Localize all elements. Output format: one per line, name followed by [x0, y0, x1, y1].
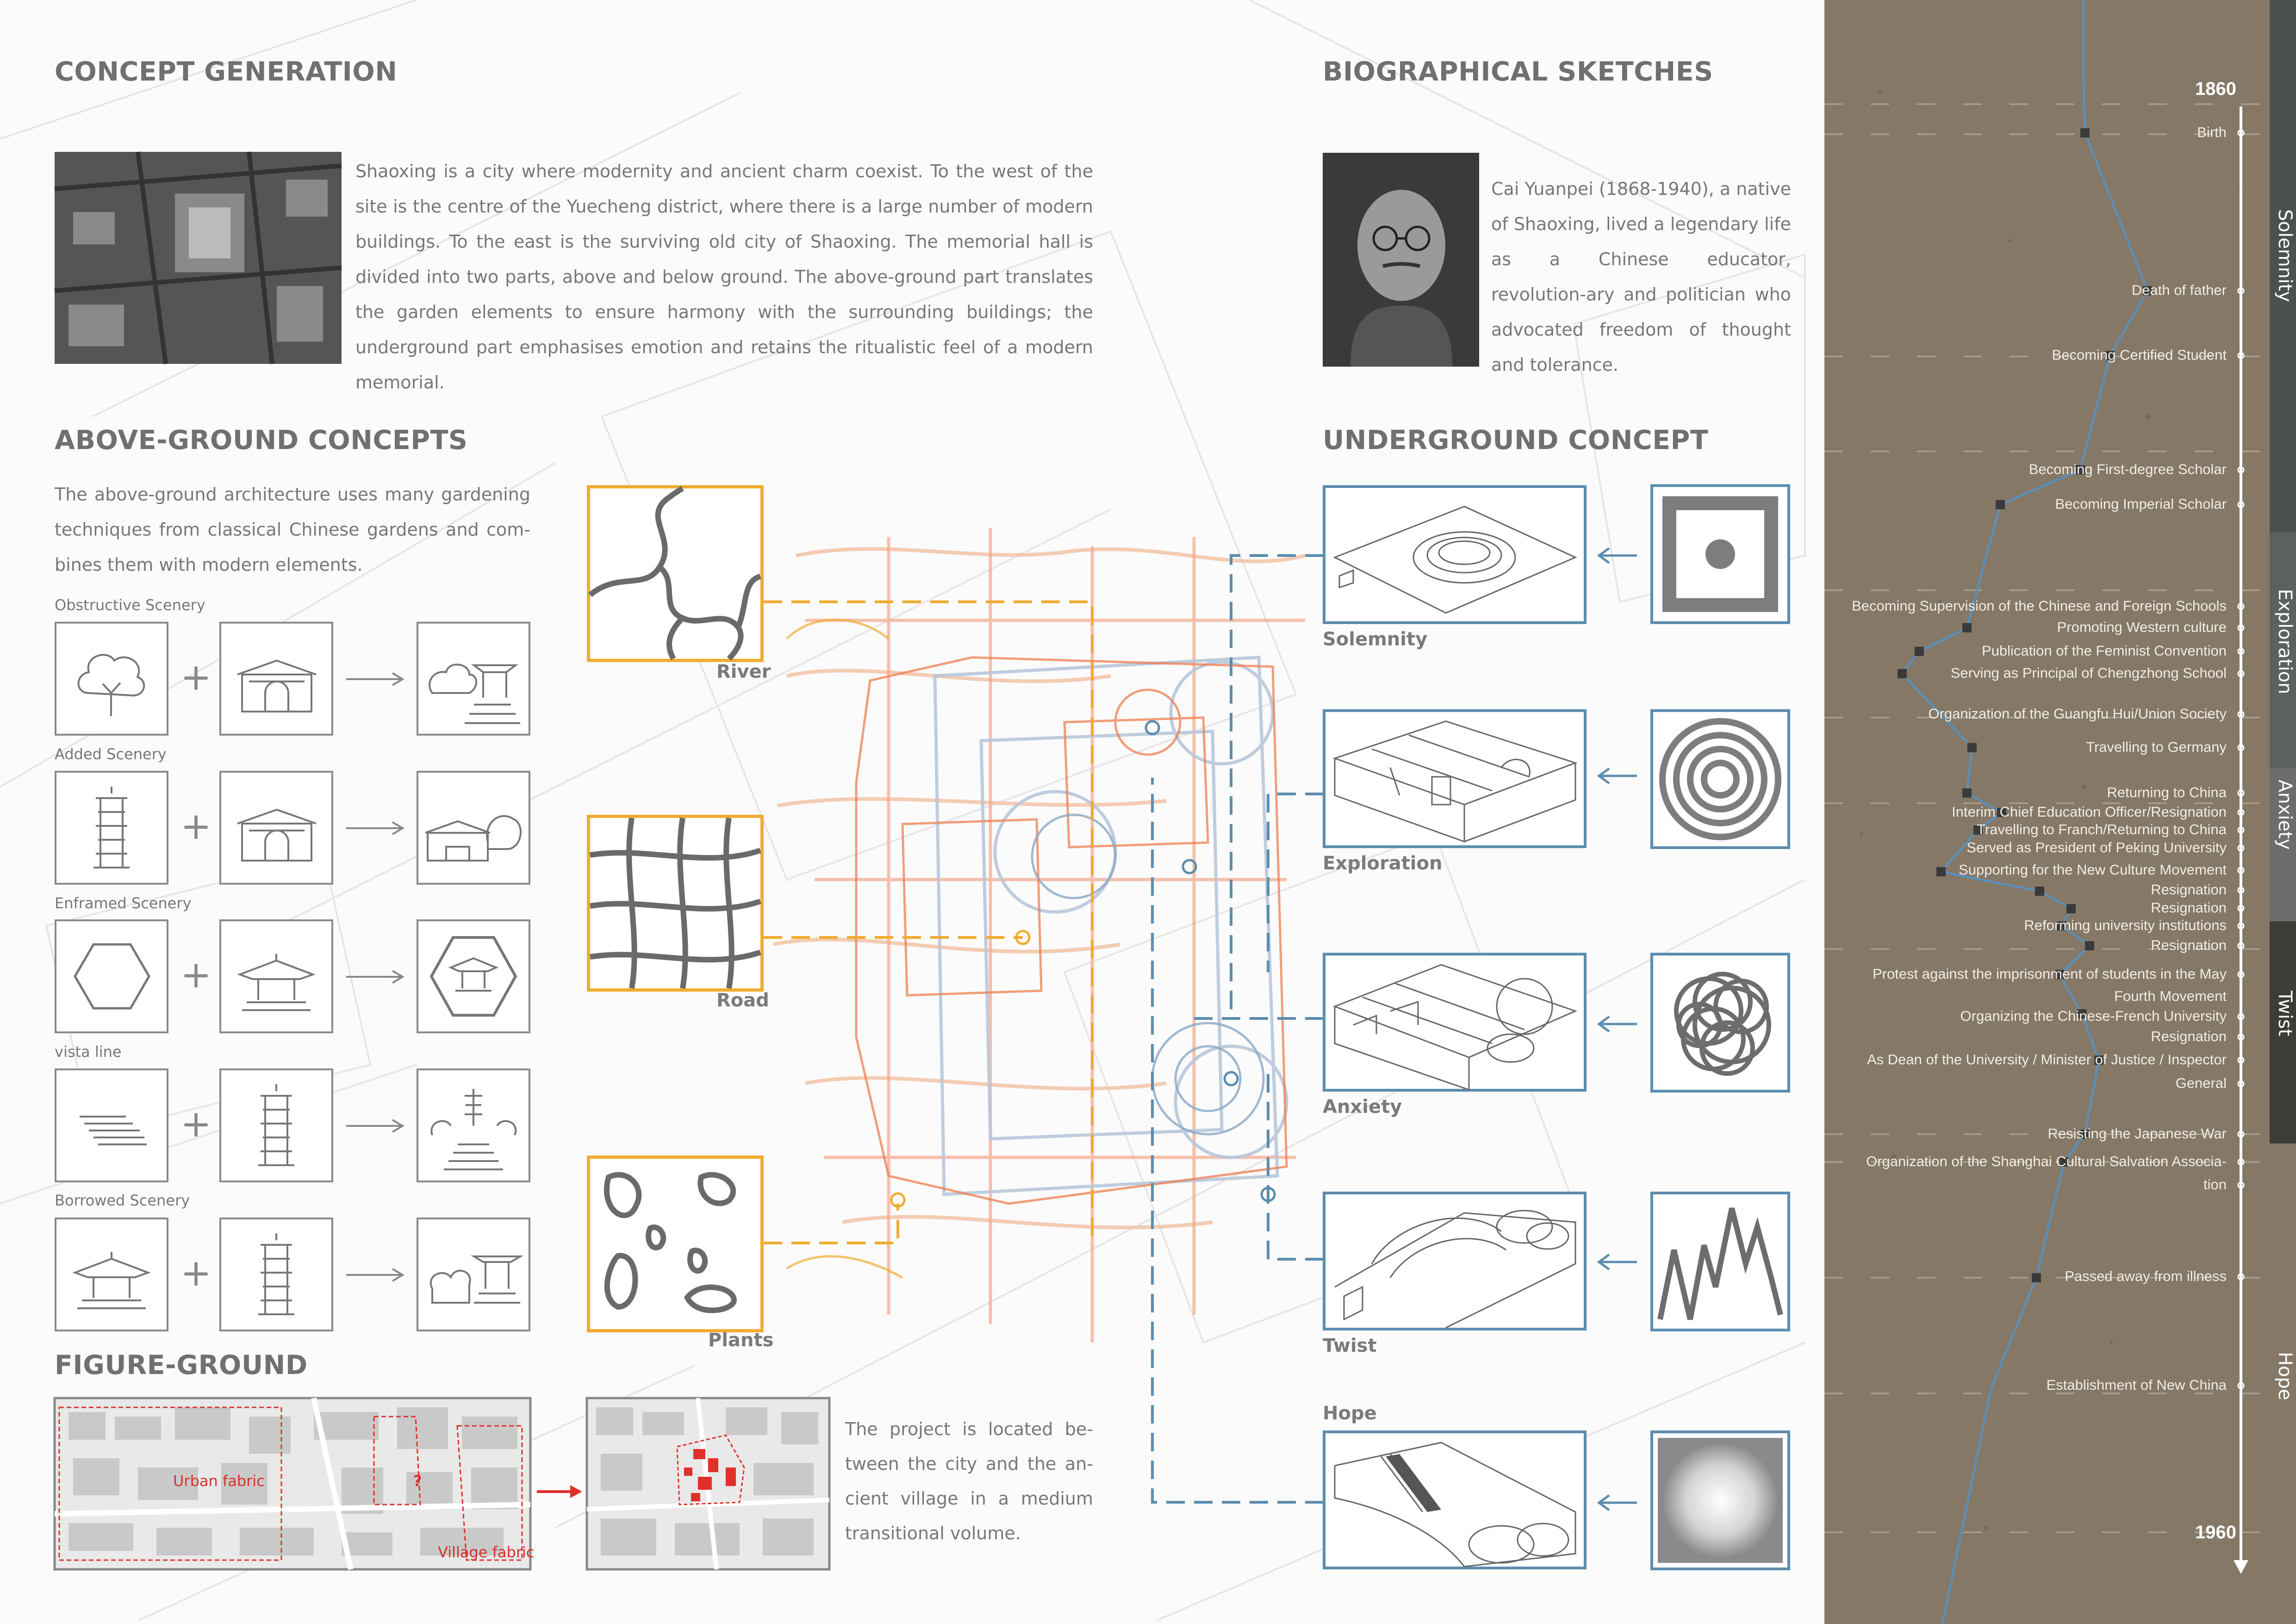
timeline-event: Resignation: [2151, 881, 2227, 898]
hexagon-icon: [56, 921, 167, 1031]
anxiety-label: Anxiety: [1323, 1096, 1402, 1118]
exploration-symbol-box: [1650, 709, 1790, 849]
timeline-start-year: 1860: [2195, 79, 2236, 99]
vista-pagoda-icon: [418, 1070, 529, 1181]
plants-icon: [590, 1159, 760, 1329]
timeline-event: As Dean of the University / Minister of Justice / Inspector: [1867, 1051, 2227, 1068]
pavilion-icon: [221, 921, 331, 1031]
timeline-event: General: [2175, 1075, 2227, 1091]
timeline-event: Resignation: [2151, 1028, 2227, 1044]
hope-drawing-box: [1323, 1430, 1587, 1569]
timeline-event: Resisting the Japanese War: [2047, 1125, 2227, 1142]
arrow-right-icon: [346, 970, 406, 984]
figure-ground-title: FIGURE-GROUND: [55, 1350, 308, 1380]
timeline-event: Reforming university institutions: [2024, 917, 2227, 933]
river-label: River: [716, 661, 771, 682]
timeline-event: Served as President of Peking University: [1966, 839, 2227, 856]
pagoda-icon: [221, 1070, 331, 1181]
hope-label: Hope: [1323, 1403, 1377, 1424]
above-ground-text: The above-ground architecture uses many gardening techniques from classical Chinese gardens and com-bines them with modern elements.: [55, 484, 530, 575]
timeline-event: Death of father: [2131, 282, 2227, 298]
timeline-event: Organizing the Chinese-French University: [1960, 1008, 2227, 1024]
phase-label-solemnity: Solemnity: [2274, 209, 2296, 302]
timeline-event: Becoming First-degree Scholar: [2028, 461, 2227, 477]
timeline-event: tion: [2203, 1176, 2227, 1193]
pavilion-tree-icon: [418, 624, 529, 734]
exploration-drawing-box: [1323, 709, 1587, 848]
arrow-left-icon: [1598, 767, 1639, 785]
lines-icon-box: [55, 1068, 168, 1182]
solemnity-axonometric: [1325, 488, 1584, 621]
timeline-event: Serving as Principal of Chengzhong School: [1950, 665, 2227, 681]
hexagon-icon-box: [55, 919, 168, 1033]
timeline-event: Birth: [2197, 124, 2227, 140]
urban-fabric-label: Urban fabric: [173, 1472, 265, 1490]
timeline-end-year: 1960: [2195, 1522, 2236, 1543]
solemnity-symbol-box: [1650, 484, 1790, 624]
plants-concept-box: [587, 1156, 764, 1332]
arrow-right-icon: [346, 821, 406, 835]
row-label-added: Added Scenery: [55, 745, 167, 763]
timeline-event: Returning to China: [2107, 784, 2227, 800]
anxiety-symbol-box: [1650, 953, 1790, 1093]
plus-sign: +: [180, 1251, 212, 1294]
timeline-event: Passed away from illness: [2065, 1268, 2227, 1284]
timeline-event: Promoting Western culture: [2057, 619, 2227, 635]
arrow-right-icon: [346, 1268, 406, 1282]
pagoda-icon-box: [55, 771, 168, 885]
pavilion-icon-box: [219, 919, 333, 1033]
gate-icon-box: [219, 771, 333, 885]
radial-glow-icon: [1653, 1433, 1787, 1568]
arrow-right-icon: [346, 1119, 406, 1133]
timeline-event: Becoming Supervision of the Chinese and Foreign Schools: [1852, 598, 2227, 614]
aerial-photo: [55, 152, 342, 364]
pavilion-icon-box: [55, 1218, 168, 1331]
twist-symbol-box: [1650, 1192, 1790, 1331]
phase-label-hope: Hope: [2274, 1352, 2296, 1400]
timeline-event: Publication of the Feminist Convention: [1981, 643, 2227, 659]
timeline-event: Becoming Imperial Scholar: [2055, 496, 2227, 512]
pagoda-icon: [221, 1219, 331, 1330]
biographical-text: Cai Yuanpei (1868-1940), a native of Shaoxing, lived a legendary life as a Chinese educator, revolution-ary and politician who advocated freedom of thought and tolerance.: [1491, 179, 1791, 375]
village-fabric-label: Village fabric: [438, 1543, 535, 1561]
exploration-axonometric: [1325, 712, 1584, 845]
concentric-circles-icon: [1653, 712, 1787, 846]
gate-tree-icon: [418, 773, 529, 883]
timeline-event: Organization of the Guangfu Hui/Union Society: [1928, 706, 2227, 722]
row-label-enframed: Enframed Scenery: [55, 894, 192, 912]
exploration-label: Exploration: [1323, 853, 1443, 874]
timeline-event: Fourth Movement: [2114, 988, 2227, 1004]
timeline-event: Organization of the Shanghai Cultural Salvation Associa-: [1866, 1153, 2227, 1169]
twist-label: Twist: [1323, 1335, 1377, 1356]
pagoda-icon-box: [219, 1068, 333, 1182]
timeline-event: Becoming Certified Student: [2052, 347, 2227, 363]
tangled-circles-icon: [1653, 956, 1787, 1090]
site-question-mark: ?: [413, 1472, 422, 1490]
timeline-event: Protest against the imprisonment of students in the May: [1872, 966, 2227, 982]
above-ground-title: ABOVE-GROUND CONCEPTS: [55, 425, 468, 456]
dot-square-icon: [1653, 487, 1787, 621]
borrowed-scenery-icon: [418, 1219, 529, 1330]
blue-connectors: [1074, 546, 1351, 1495]
concept-generation-text: Shaoxing is a city where modernity and ancient charm coexist. To the west of the site is the centre of the Yuecheng district, where there is a large number of modern buildings. To the east is the surviving old city of Shaoxing. The memorial hall is divided into two parts, above and below ground. The above-ground part translates the garden elements to ensure harmony with the surrounding buildings; the underground part emphasises emotion and retains the ritualistic feel of a modern memorial.: [355, 161, 1093, 393]
result-icon-box: [417, 622, 530, 736]
timeline-event: Establishment of New China: [2046, 1377, 2227, 1393]
pavilion-icon: [56, 1219, 167, 1330]
biographical-title: BIOGRAPHICAL SKETCHES: [1323, 56, 1713, 87]
river-concept-box: [587, 485, 764, 662]
timeline-event: Travelling to Germany: [2086, 739, 2227, 755]
timeline-event: Resignation: [2151, 899, 2227, 916]
phase-label-twist: Twist: [2274, 991, 2296, 1037]
gate-icon-box: [219, 622, 333, 736]
solemnity-label: Solemnity: [1323, 629, 1428, 650]
underground-title: UNDERGROUND CONCEPT: [1323, 425, 1709, 456]
figure-ground-map-2: [587, 1398, 829, 1569]
plus-sign: +: [180, 953, 212, 996]
anxiety-drawing-box: [1323, 953, 1587, 1092]
road-concept-box: [587, 815, 764, 992]
gate-icon: [221, 624, 331, 734]
plus-sign: +: [180, 656, 212, 699]
timeline-event: Resignation: [2151, 937, 2227, 953]
river-icon: [590, 488, 760, 659]
road-grid-icon: [590, 818, 760, 988]
road-label: Road: [716, 990, 769, 1011]
vista-lines-icon: [56, 1070, 167, 1181]
row-label-vista: vista line: [55, 1043, 122, 1061]
solemnity-drawing-box: [1323, 485, 1587, 624]
concept-generation-title: CONCEPT GENERATION: [55, 56, 398, 87]
zigzag-icon: [1653, 1194, 1787, 1329]
arrow-left-icon: [1598, 546, 1639, 565]
arrow-right-icon: [537, 1482, 583, 1501]
phase-label-exploration: Exploration: [2274, 589, 2296, 694]
arrow-left-icon: [1598, 1253, 1639, 1271]
anxiety-axonometric: [1325, 956, 1584, 1089]
timeline-event: Travelling to Franch/Returning to China: [1977, 821, 2227, 837]
tree-icon: [56, 624, 167, 734]
gate-icon: [221, 773, 331, 883]
plus-sign: +: [180, 805, 212, 848]
figure-ground-text: The project is located be-tween the city and the an-cient village in a medium transitional volume.: [845, 1419, 1093, 1543]
phase-label-anxiety: Anxiety: [2274, 780, 2296, 850]
pagoda-icon-box: [219, 1218, 333, 1331]
timeline-event: Interim Chief Education Officer/Resignation: [1952, 804, 2227, 820]
arrow-left-icon: [1598, 1015, 1639, 1033]
arrow-left-icon: [1598, 1493, 1639, 1512]
row-label-obstructive: Obstructive Scenery: [55, 596, 205, 614]
result-icon-box: [417, 1218, 530, 1331]
framed-pavilion-icon: [418, 921, 529, 1031]
portrait-photo: [1323, 153, 1479, 367]
twist-axonometric: [1325, 1194, 1584, 1328]
tree-icon-box: [55, 622, 168, 736]
result-icon-box: [417, 771, 530, 885]
result-icon-box: [417, 1068, 530, 1182]
plants-label: Plants: [708, 1330, 774, 1351]
pagoda-icon: [56, 773, 167, 883]
timeline-event: Supporting for the New Culture Movement: [1959, 862, 2227, 878]
row-label-borrowed: Borrowed Scenery: [55, 1192, 190, 1209]
plus-sign: +: [180, 1102, 212, 1145]
arrow-right-icon: [346, 672, 406, 686]
hope-symbol-box: [1650, 1430, 1790, 1570]
twist-drawing-box: [1323, 1192, 1587, 1330]
result-icon-box: [417, 919, 530, 1033]
hope-axonometric: [1325, 1433, 1584, 1567]
